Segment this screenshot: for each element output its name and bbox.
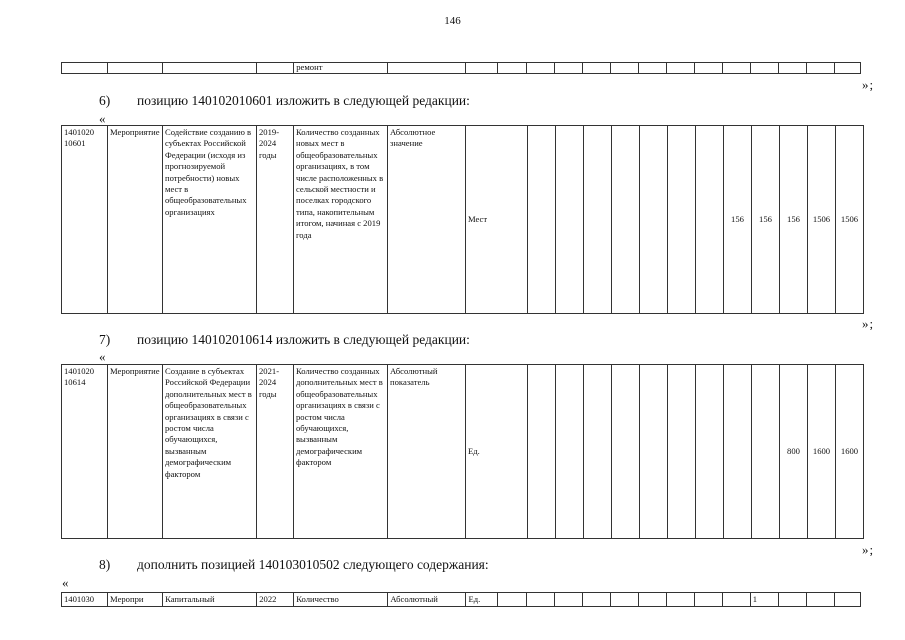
- item6-value-1: 156: [724, 126, 752, 314]
- item8-open-quote: «: [62, 575, 69, 590]
- item8-code: 1401030: [62, 593, 108, 607]
- item6-type: Мероприятие: [108, 126, 163, 314]
- item8-value-1: 1: [750, 593, 778, 607]
- item6-value-2: 156: [752, 126, 780, 314]
- item6-period: 2019-2024 годы: [257, 126, 294, 314]
- item7-unit: Ед.: [466, 365, 528, 539]
- item7-type: Мероприятие: [108, 365, 163, 539]
- top-table-cell: ремонт: [294, 63, 388, 74]
- item6-open-quote: «: [99, 111, 106, 126]
- item6-value-5: 1506: [836, 126, 864, 314]
- item7-text: позицию 140102010614 изложить в следующей редакции:: [137, 332, 470, 347]
- close-quote-top: »;: [862, 77, 875, 92]
- item7-table: [61, 364, 864, 539]
- item7-description: Создание в субъектах Российской Федерации дополнительных мест в общеобразовательных организациях в связи с ростом числа обучающихся, вызванным демографическим фактором: [163, 365, 257, 539]
- item7-code: 1401020 10614: [62, 365, 108, 539]
- item6-value-4: 1506: [808, 126, 836, 314]
- item8-period: 2022: [257, 593, 294, 607]
- item7-period: 2021-2024 годы: [257, 365, 294, 539]
- table-row: [62, 593, 861, 607]
- item7-value-3: 1600: [836, 365, 864, 539]
- item8-text: дополнить позицией 140103010502 следующего содержания:: [137, 557, 489, 572]
- item6-measure: Абсолютное значение: [388, 126, 466, 314]
- item6-unit: Мест: [466, 126, 528, 314]
- item7-indicator: Количество созданных дополнительных мест в общеобразовательных организациях в связи с ростом числа обучающихся, вызванным демографическим фактором: [294, 365, 388, 539]
- item6-table: [61, 125, 864, 314]
- item6-text: позицию 140102010601 изложить в следующей редакции:: [137, 93, 470, 108]
- item8-heading: [99, 557, 489, 573]
- item8-table: [61, 592, 861, 607]
- item8-type: Меропри: [108, 593, 163, 607]
- item7-open-quote: «: [99, 349, 106, 364]
- item8-unit: Ед.: [466, 593, 498, 607]
- item8-indicator: Количество: [294, 593, 388, 607]
- table-row: [62, 126, 864, 314]
- item6-indicator: Количество созданных новых мест в общеобразовательных организациях, в том числе расположенных в сельской местности и поселках городского типа, накопительным итогом, начиная с 2019 года: [294, 126, 388, 314]
- item6-code: 1401020 10601: [62, 126, 108, 314]
- page-number: 146: [444, 15, 461, 27]
- item6-number: 6): [99, 93, 111, 108]
- item7-value-2: 1600: [808, 365, 836, 539]
- table-row: [62, 365, 864, 539]
- item7-close-quote: »;: [862, 542, 875, 557]
- top-table: [61, 62, 861, 74]
- item8-measure: Абсолютный: [388, 593, 466, 607]
- item8-number: 8): [99, 557, 111, 572]
- item8-description: Капитальный: [163, 593, 257, 607]
- item7-measure: Абсолютный показатель: [388, 365, 466, 539]
- item6-heading: [99, 93, 470, 109]
- item7-heading: [99, 332, 470, 348]
- item6-value-3: 156: [780, 126, 808, 314]
- item6-description: Содействие созданию в субъектах Российской Федерации (исходя из прогнозируемой потребности) новых мест в общеобразовательных организациях: [163, 126, 257, 314]
- item6-close-quote: »;: [862, 316, 875, 331]
- item7-number: 7): [99, 332, 111, 347]
- item7-value-1: 800: [780, 365, 808, 539]
